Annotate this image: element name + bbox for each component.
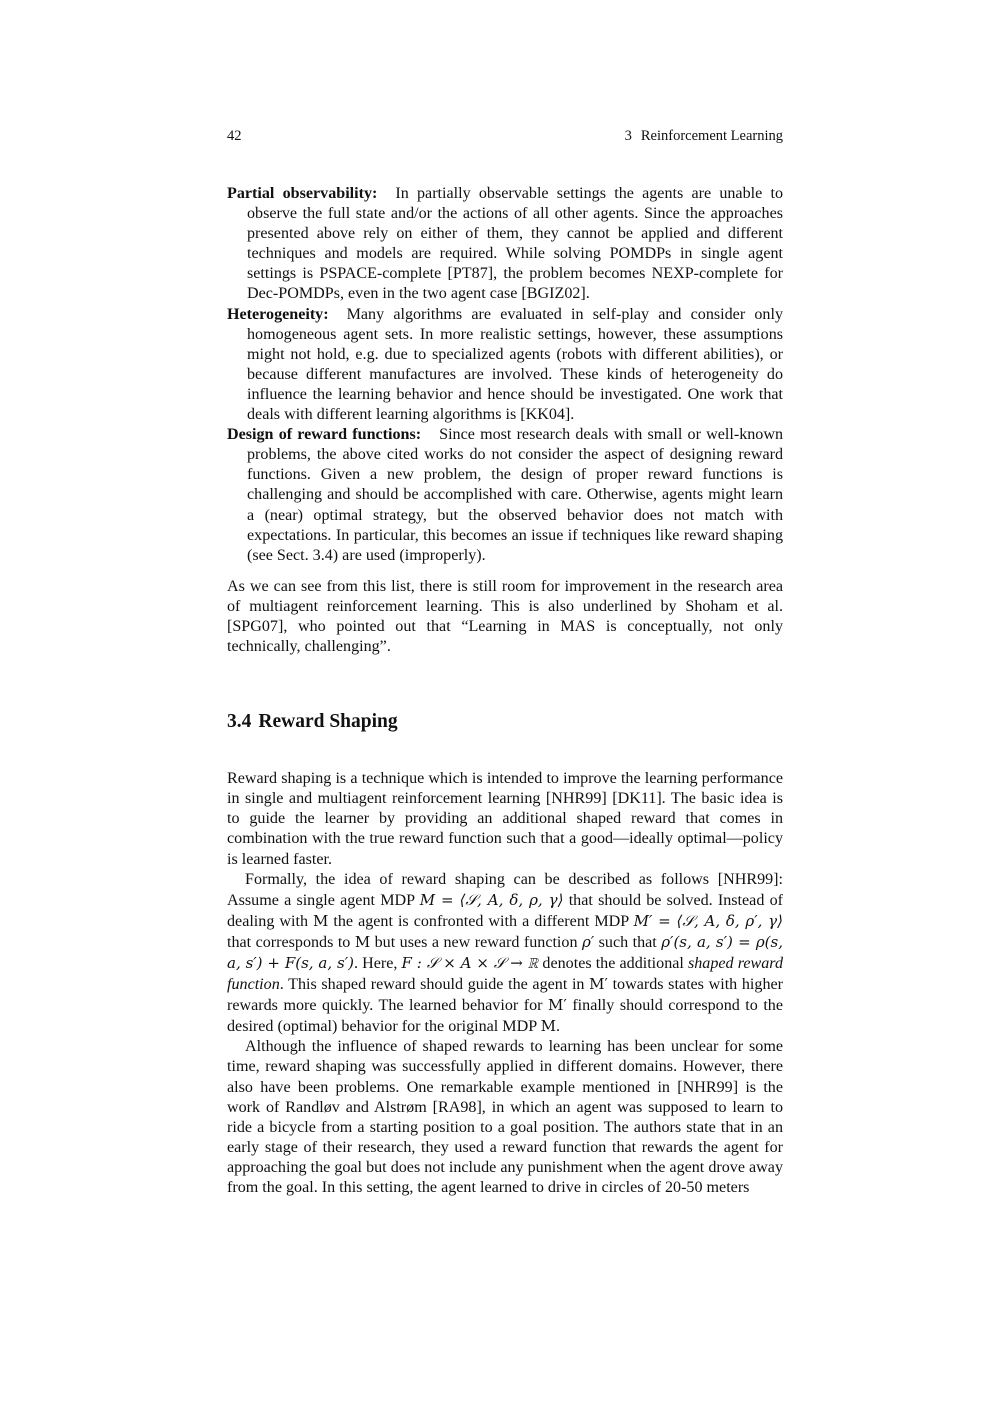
text-run: Formally, the idea of reward shaping can be described as follows [NHR99]: Assume a single agent MDP xyxy=(227,870,783,909)
math-m-prime: M′ xyxy=(548,996,567,1015)
list-item-term: Partial observability: xyxy=(227,185,378,202)
text-run: . xyxy=(555,1018,560,1036)
list-item-text: Many algorithms are evaluated in self-play and consider only homogeneous agent sets. In more realistic settings, however, these assumptions might not hold, e.g. due to specialized agents (robots with different abilities), or because different manufactures are involved. These kinds of heterogeneity do influence the learning behavior and hence should be investigated. One work that deals with different learning algorithms is [KK04]. xyxy=(247,305,783,424)
text-run: that should be solved. Instead of dealing with xyxy=(227,891,783,930)
section-title: Reward Shaping xyxy=(258,711,398,733)
text-run: finally should correspond to the desired (optimal) behavior for the original MDP xyxy=(227,997,783,1036)
math-rho-prime: ρ′ xyxy=(581,932,595,951)
math-m: M xyxy=(354,932,371,951)
text-run: towards states with higher rewards more quickly. The learned behavior for xyxy=(227,976,783,1015)
list-item-text: In partially observable settings the agents are unable to observe the full state and/or the actions of all other agents. Since the approaches presented above rely on either of them, they cannot be applied and different techniques and models are required. While solving POMDPs in single agent settings is PSPACE-complete [PT87], the problem becomes NEXP-complete for Dec-POMDPs, even in the two agent case [BGIZ02]. xyxy=(247,185,783,303)
math-m: M xyxy=(540,1017,556,1036)
body-text xyxy=(227,184,783,1198)
page-number: 42 xyxy=(227,128,242,144)
math-f-definition: F : 𝒮 × A × 𝒮 → ℝ xyxy=(401,954,539,972)
list-item xyxy=(227,425,783,566)
section-heading xyxy=(227,710,783,734)
text-run: . Here, xyxy=(353,955,402,972)
text-run: . This shaped reward should guide the agent in xyxy=(279,976,590,994)
math-m: M xyxy=(313,911,329,930)
text-run: denotes the additional xyxy=(538,955,688,972)
math-mdp: M = ⟨𝒮, A, δ, ρ, γ⟩ xyxy=(419,890,564,909)
list-item-text: Since most research deals with small or well-known problems, the above cited works do not consider the aspect of designing reward functions. Given a new problem, the design of proper reward functions is challenging and should be accomplished with care. Otherwise, agents might learn a (near) optimal strategy, but the observed behavior does not match with expectations. In particular, this becomes an issue if techniques like reward shaping (see Sect. 3.4) are used (improperly). xyxy=(247,426,784,564)
list-item xyxy=(227,184,783,305)
paragraph-intro: Reward shaping is a technique which is intended to improve the learning performance in single and multiagent reinforcement learning [NHR99] [DK11]. The basic idea is to guide the learner by providing an additional shaped reward that comes in combination with the true reward function such that a good—ideally optimal—policy is learned faster. xyxy=(227,770,783,868)
text-run: such that xyxy=(594,933,662,951)
list-item-term: Design of reward functions: xyxy=(227,426,422,444)
section-number: 3.4 xyxy=(227,711,252,733)
chapter-number: 3 xyxy=(624,128,632,144)
paragraph-formal-definition xyxy=(227,870,783,1038)
math-shaped-reward-equation: ρ′(s, a, s′) = ρ(s, a, s′) + F(s, a, s′) xyxy=(227,932,783,972)
paragraph-example: Although the influence of shaped rewards to learning has been unclear for some time, reward shaping was successfully applied in different domains. However, there also have been problems. One remarkable example mentioned in [NHR99] is the work of Randløv and Alstrøm [RA98], in which an agent was supposed to learn to ride a bicycle from a starting position to a goal position. The authors state that in an early stage of their research, they used a reward function that rewards the agent for approaching the goal but does not include any punishment when the agent drove away from the goal. In this setting, the agent learned to drive in circles of 20-50 meters xyxy=(227,1038,783,1197)
summary-paragraph: As we can see from this list, there is still room for improvement in the research area of multiagent reinforcement learning. This is also underlined by Shoham et al. [SPG07], who pointed out that “Learning in MAS is conceptually, not only technically, challenging”. xyxy=(227,577,783,656)
text-run: the agent is confronted with a different MDP xyxy=(328,912,634,930)
math-mdp-prime: M′ = ⟨𝒮, A, δ, ρ′, γ⟩ xyxy=(633,911,783,930)
list-item xyxy=(227,305,783,426)
chapter-header xyxy=(625,127,783,145)
list-item-term: Heterogeneity: xyxy=(227,305,329,323)
chapter-title: Reinforcement Learning xyxy=(640,128,783,144)
emphasis-term: shaped reward function xyxy=(227,955,784,994)
text-run: but uses a new reward function xyxy=(370,933,582,951)
text-run: that corresponds to xyxy=(227,933,355,951)
math-m-prime: M′ xyxy=(589,975,608,994)
open-issues-list xyxy=(227,184,783,566)
